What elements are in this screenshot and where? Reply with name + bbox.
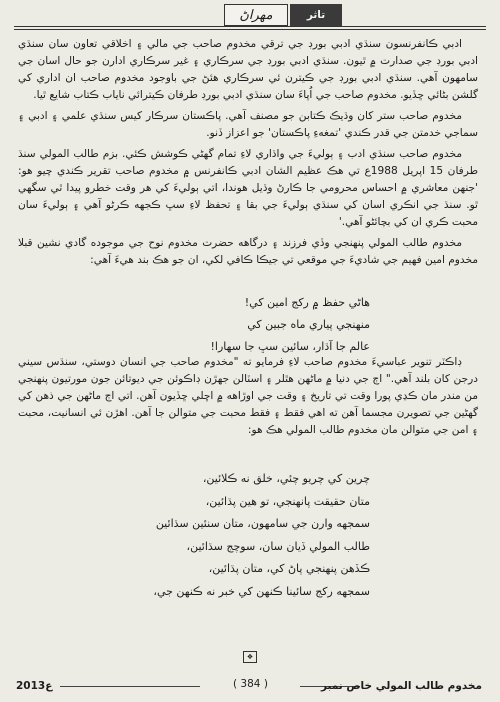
poem-line: منهنجي پياري ماه جبين کي [247,318,370,331]
ornament-icon: ❖ [243,651,257,663]
poem-line: سمجهه وارن جي سامهون، متان سنئين سڌائين [155,517,370,530]
poem-line: چرين کي چريو چئي، خلق نه ڪلائين، [202,472,370,485]
poem-stanza-1 [150,292,370,358]
header-rule-thin [14,29,486,30]
paragraph-3: مخدوم صاحب سنڌي ادب ۽ ٻوليءَ جي واڌاري لاءِ تمام گهڻي ڪوشش ڪئي. بزم طالب المولي سنڌ طرفان 15 اپريل 1988ع تي هڪ عظيم الشان ادبي ڪانفرنس ۾ مخدوم صاحب تقرير ڪندي چيو هو: 'جنهن معاشري ۾ احساس محرومي جا ڪارڻ وڌيل هوندا، اتي ٻوليءَ کي هر وقت خطرو پيدا ٿي سگهي ٿو. سنڌ جي انڪري اسان کي سنڌي ٻوليءَ جي بقا ۽ تحفظ لاءِ سڀ ڪجهه ڪرڻو آهي ۽ ٻوليءَ سان محبت ڪري ان کي بچائڻو آهي.' [18,148,479,228]
poem-line: طالب المولي ڏيان سان، سوچج سڌائين، [186,539,370,553]
page-number: ( 384 ) [229,678,272,690]
magazine-logo [224,4,288,26]
article-body [18,36,478,269]
footer-year: 2013ع [16,680,53,692]
paragraph-2: مخدوم صاحب ستر کان وڌيڪ ڪتابن جو مصنف آهي. پاڪستان سرڪار کيس سنڌي علمي ۽ ادبي ۽ سماجي خدمتن جي قدر ڪندي 'تمغهءِ پاڪستان' جو اعزاز ڏنو. [18,110,478,139]
poem-line: ڪڏهن پنهنجي پاڻ کي، متان پڌائين، [208,562,370,575]
paragraph-5: ڊاڪٽر تنوير عباسيءَ مخدوم صاحب لاءِ فرمايو ته "مخدوم صاحب جي انسان دوستي، سنڌس سيني درجن کان بلند آهي." اڄ جي دنيا ۾ ماڻهن هٿلر ۽ اسٽالن جهڙن ڊاڪوئن جي ديوتائن جون مورتيون پنهنجي من مندر مان ڪڍي پورا وقت تي تاريخ ۽ وقت جي اوڙاهه ۾ اڇلي ڇڏيون آهن. اتي اڄ ماڻهن جي ذهن کي گهڻين جي تصويرن مجسما آهن ته اهي فقط ۽ فقط محبت جي متوالن جا آهن. اهڙن ئي انسانيت، محبت ۽ امن جي متوالن مان مخدوم طالب المولي هڪ هو: [18,356,478,436]
footer-rule-left [60,686,200,687]
article-body-continued [18,354,478,439]
poem-line: سمجهه رکج سائينا ڪنهن کي خبر نه ڪنهن جي، [153,584,370,598]
poem-stanza-2 [150,468,370,603]
paragraph-4: مخدوم طالب المولي پنهنجي وڏي فرزند ۽ درگاهه حضرت مخدوم نوح جي موجوده گادي نشين قبلا مخدوم امين فهيم جي شاديءَ جي موقعي تي جيڪا ڪافي لکي، ان جو هڪ بند هيءَ آهي: [18,237,478,266]
section-tab: تاثر [290,4,342,26]
paragraph-1: ادبي ڪانفرنسون سنڌي ادبي بورڊ جي ترقي مخدوم صاحب جي مالي ۽ اخلاقي تعاون سان سنڌي ادبي بورڊ جي صدارت ۾ ٿيون. سنڌي ادبي بورڊ جي سرڪاري ۽ غير سرڪاري ادارن جو حال اسان جي سامهون آهي. سنڌي ادبي بورڊ جي ڪيترن ئي سرڪاري هئڻ جي باوجود مخدوم صاحب ان اداري کي گلشن بڻائي ڇڏيو. مخدوم صاحب جي اُپاءَ سان سنڌي ادبي بورڊ طرفان ڪيترائي ناياب ڪتاب شايع ٿيا. [18,38,478,101]
magazine-logo-text: مهراڻ [239,7,273,23]
poem-line: عالم جا آڌار، سائين سڀ جا سهارا! [210,340,370,353]
poem-line: هاڻي حفظ ۾ رکج امين کي! [244,296,370,309]
footer-title: مخدوم طالب المولي خاص نمبر [320,680,482,692]
header-rule [14,26,486,27]
poem-line: متان حقيقت پانهنجي، تو هين پڌائين، [205,494,370,508]
